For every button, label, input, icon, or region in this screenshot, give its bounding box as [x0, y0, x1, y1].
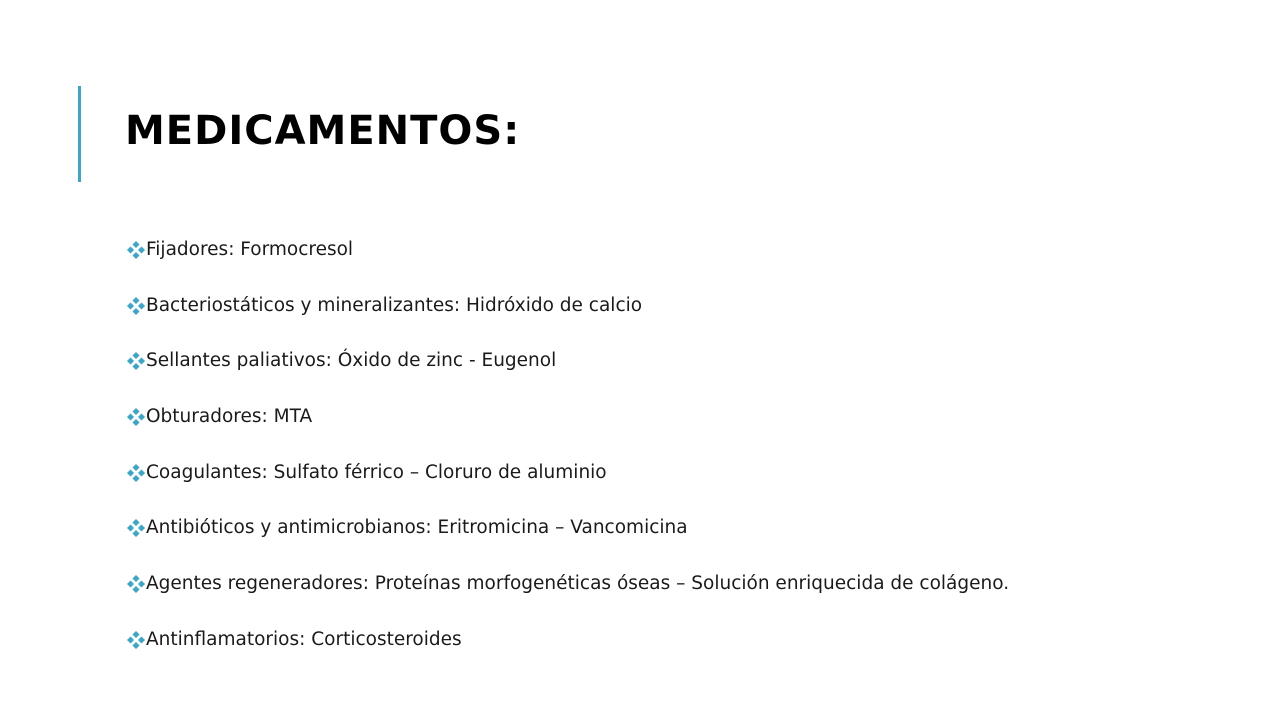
- bullet-text: Fijadores: Formocresol: [146, 239, 354, 260]
- list-item: [126, 570, 1009, 598]
- list-item: [126, 347, 1009, 375]
- list-item: [126, 403, 1009, 431]
- diamond-dots-icon: [126, 574, 146, 594]
- list-item: [126, 236, 1009, 264]
- diamond-dots-icon: [126, 518, 146, 538]
- list-item: [126, 292, 1009, 320]
- bullet-text: Antibióticos y antimicrobianos: Eritromicina – Vancomicina: [146, 517, 688, 539]
- diamond-dots-icon: [126, 351, 146, 371]
- list-item: [126, 459, 1009, 487]
- list-item: [126, 626, 1009, 654]
- slide-title: MEDICAMENTOS:: [125, 108, 521, 154]
- bullet-text: Agentes regeneradores: Proteínas morfogenéticas óseas – Solución enriquecida de colágeno.: [146, 573, 1010, 595]
- list-item: [126, 514, 1009, 542]
- bullet-text: Sellantes paliativos: Óxido de zinc - Eugenol: [146, 350, 557, 372]
- bullet-text: Obturadores: MTA: [146, 406, 313, 428]
- bullet-text: Bacteriostáticos y mineralizantes: Hidróxido de calcio: [146, 294, 643, 316]
- bullet-list: [126, 236, 1009, 682]
- diamond-dots-icon: [126, 296, 146, 316]
- diamond-dots-icon: [126, 407, 146, 427]
- bullet-text: Antinflamatorios: Corticosteroides: [146, 628, 462, 650]
- bullet-text: Coagulantes: Sulfato férrico – Cloruro de aluminio: [146, 461, 607, 483]
- diamond-dots-icon: [126, 630, 146, 650]
- diamond-dots-icon: [126, 463, 146, 483]
- title-accent-bar: [78, 86, 81, 182]
- diamond-dots-icon: [126, 240, 146, 260]
